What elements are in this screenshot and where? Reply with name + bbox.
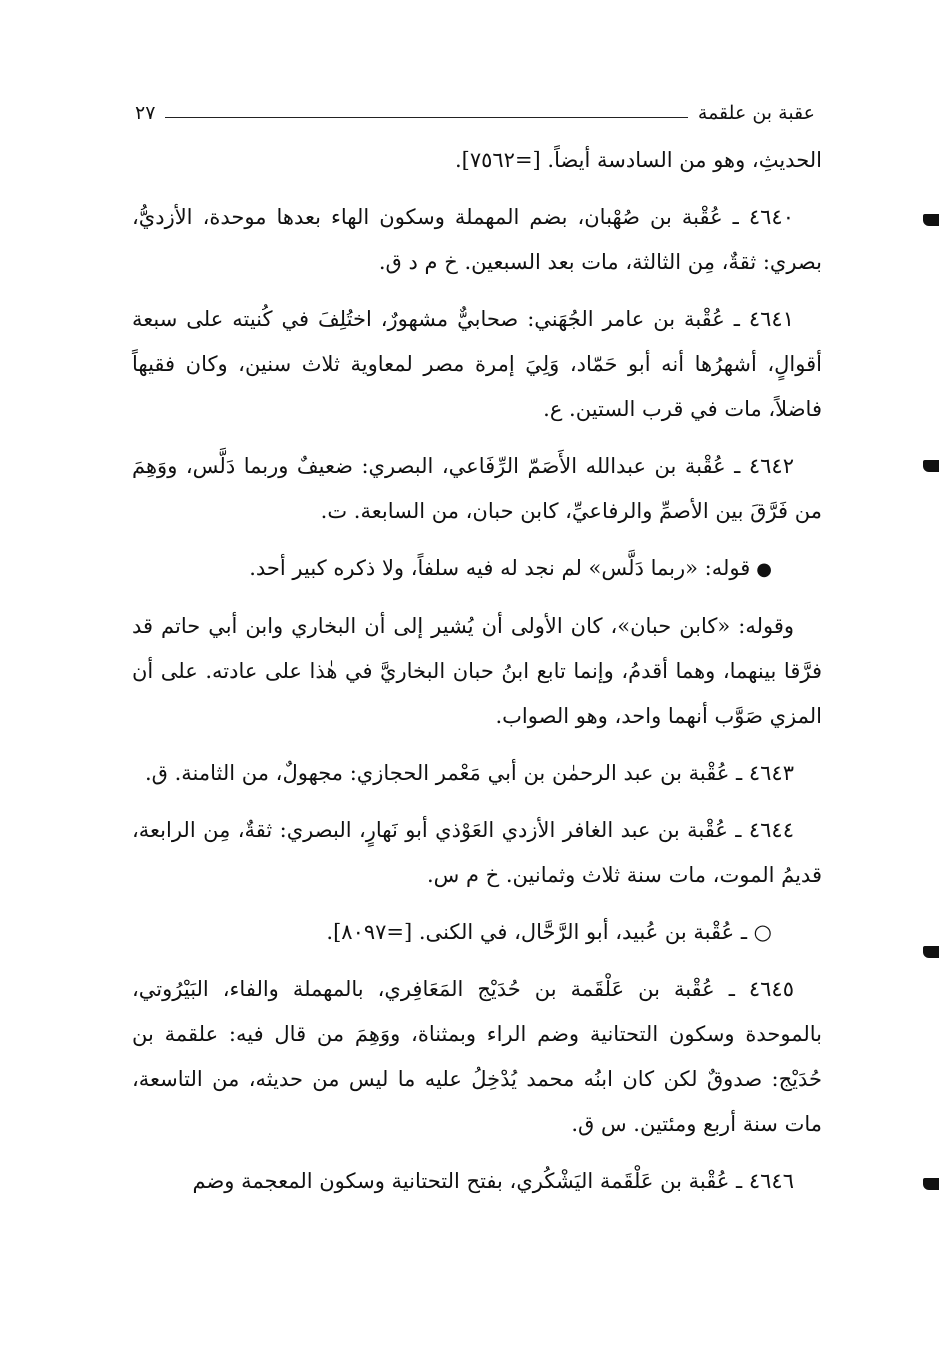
page-body [132, 138, 822, 1216]
entry-4645: ٤٦٤٥ ـ عُقْبة بن عَلْقَمة بن حُدَيْج المَعَافِري، بالمهملة والفاء، البَيْرُوتي، بالموحدة وسكون التحتانية وضم الراء وبمثناة، ووَهِمَ من قال فيه: علقمة بن حُدَيْج: صدوقٌ لكن كان ابنُه محمد يُدْخِلُ عليه ما ليس من حديثه، من التاسعة، مات سنة أربع ومئتين. س ق. [132, 977, 822, 1136]
bullet-icon: ● [756, 559, 772, 580]
entry-4646: ٤٦٤٦ ـ عُقْبة بن عَلْقَمة اليَشْكُري، بفتح التحتانية وسكون المعجمة وضم [192, 1169, 794, 1193]
cross-reference: ○ ـ عُقْبة بن عُبيد، أبو الرَّحَّال، في الكنى. [=٨٠٩٧]. [326, 920, 772, 944]
paragraph-continuation: الحديثِ، وهو من السادسة أيضاً. [=٧٥٦٢]. [454, 148, 822, 172]
editor-note-1-text: قوله: «ربما دَلَّس» لم نجد له فيه سلفاً، ولا ذكره كبير أحد. [249, 556, 751, 580]
running-header [135, 96, 815, 130]
entry-4641: ٤٦٤١ ـ عُقْبة بن عامر الجُهَني: صحابيٌّ مشهورٌ، اختُلِفَ في كُنيته على سبعة أقوالٍ، أشهرُها أنه أبو حَمّاد، وَلِيَ إمرة مصر لمعاوية ثلاث سنين، وكان فقيهاً فاضلاً، مات في قرب الستين. ع. [132, 307, 822, 421]
margin-tab-mark [923, 460, 939, 472]
editor-note-1 [132, 546, 822, 592]
entry-4643: ٤٦٤٣ ـ عُقْبة بن عبد الرحمٰن بن أبي مَعْمر الحجازي: مجهولٌ، من الثامنة. ق. [144, 761, 794, 785]
header-rule [165, 117, 687, 118]
margin-tab-mark [923, 1178, 939, 1190]
entry-4644: ٤٦٤٤ ـ عُقْبة بن عبد الغافر الأزدي العَوْذي أبو نَهارٍ، البصري: ثقةٌ، مِن الرابعة، قديمُ الموت، مات سنة ثلاث وثمانين. خ م س. [132, 818, 822, 887]
margin-tab-mark [923, 214, 939, 226]
margin-tab-mark [923, 946, 939, 958]
header-title: عقبة بن علقمة [697, 102, 815, 124]
entry-4640: ٤٦٤٠ ـ عُقْبة بن صُهْبان، بضم المهملة وسكون الهاء بعدها موحدة، الأزديُّ، بصري: ثقةٌ، مِن الثالثة، مات بعد السبعين. خ م د ق. [132, 205, 822, 274]
editor-note-2: وقوله: «كابن حبان»، كان الأولى أن يُشير إلى أن البخاري وابن أبي حاتم قد فرَّقا بينهما، وهما أقدمُ، وإنما تابع ابنُ حبان البخاريَّ في هٰذا على عادته. على أن المزي صَوَّب أنهما واحد، وهو الصواب. [132, 614, 822, 728]
page-number: ٢٧ [135, 102, 156, 124]
entry-4642: ٤٦٤٢ ـ عُقْبة بن عبدالله الأَصَمّ الرِّفَاعي، البصري: ضعيفٌ وربما دَلَّس، ووَهِمَ من فَرَّقَ بين الأصمِّ والرفاعيِّ، كابن حبان، من السابعة. ت. [132, 454, 822, 523]
